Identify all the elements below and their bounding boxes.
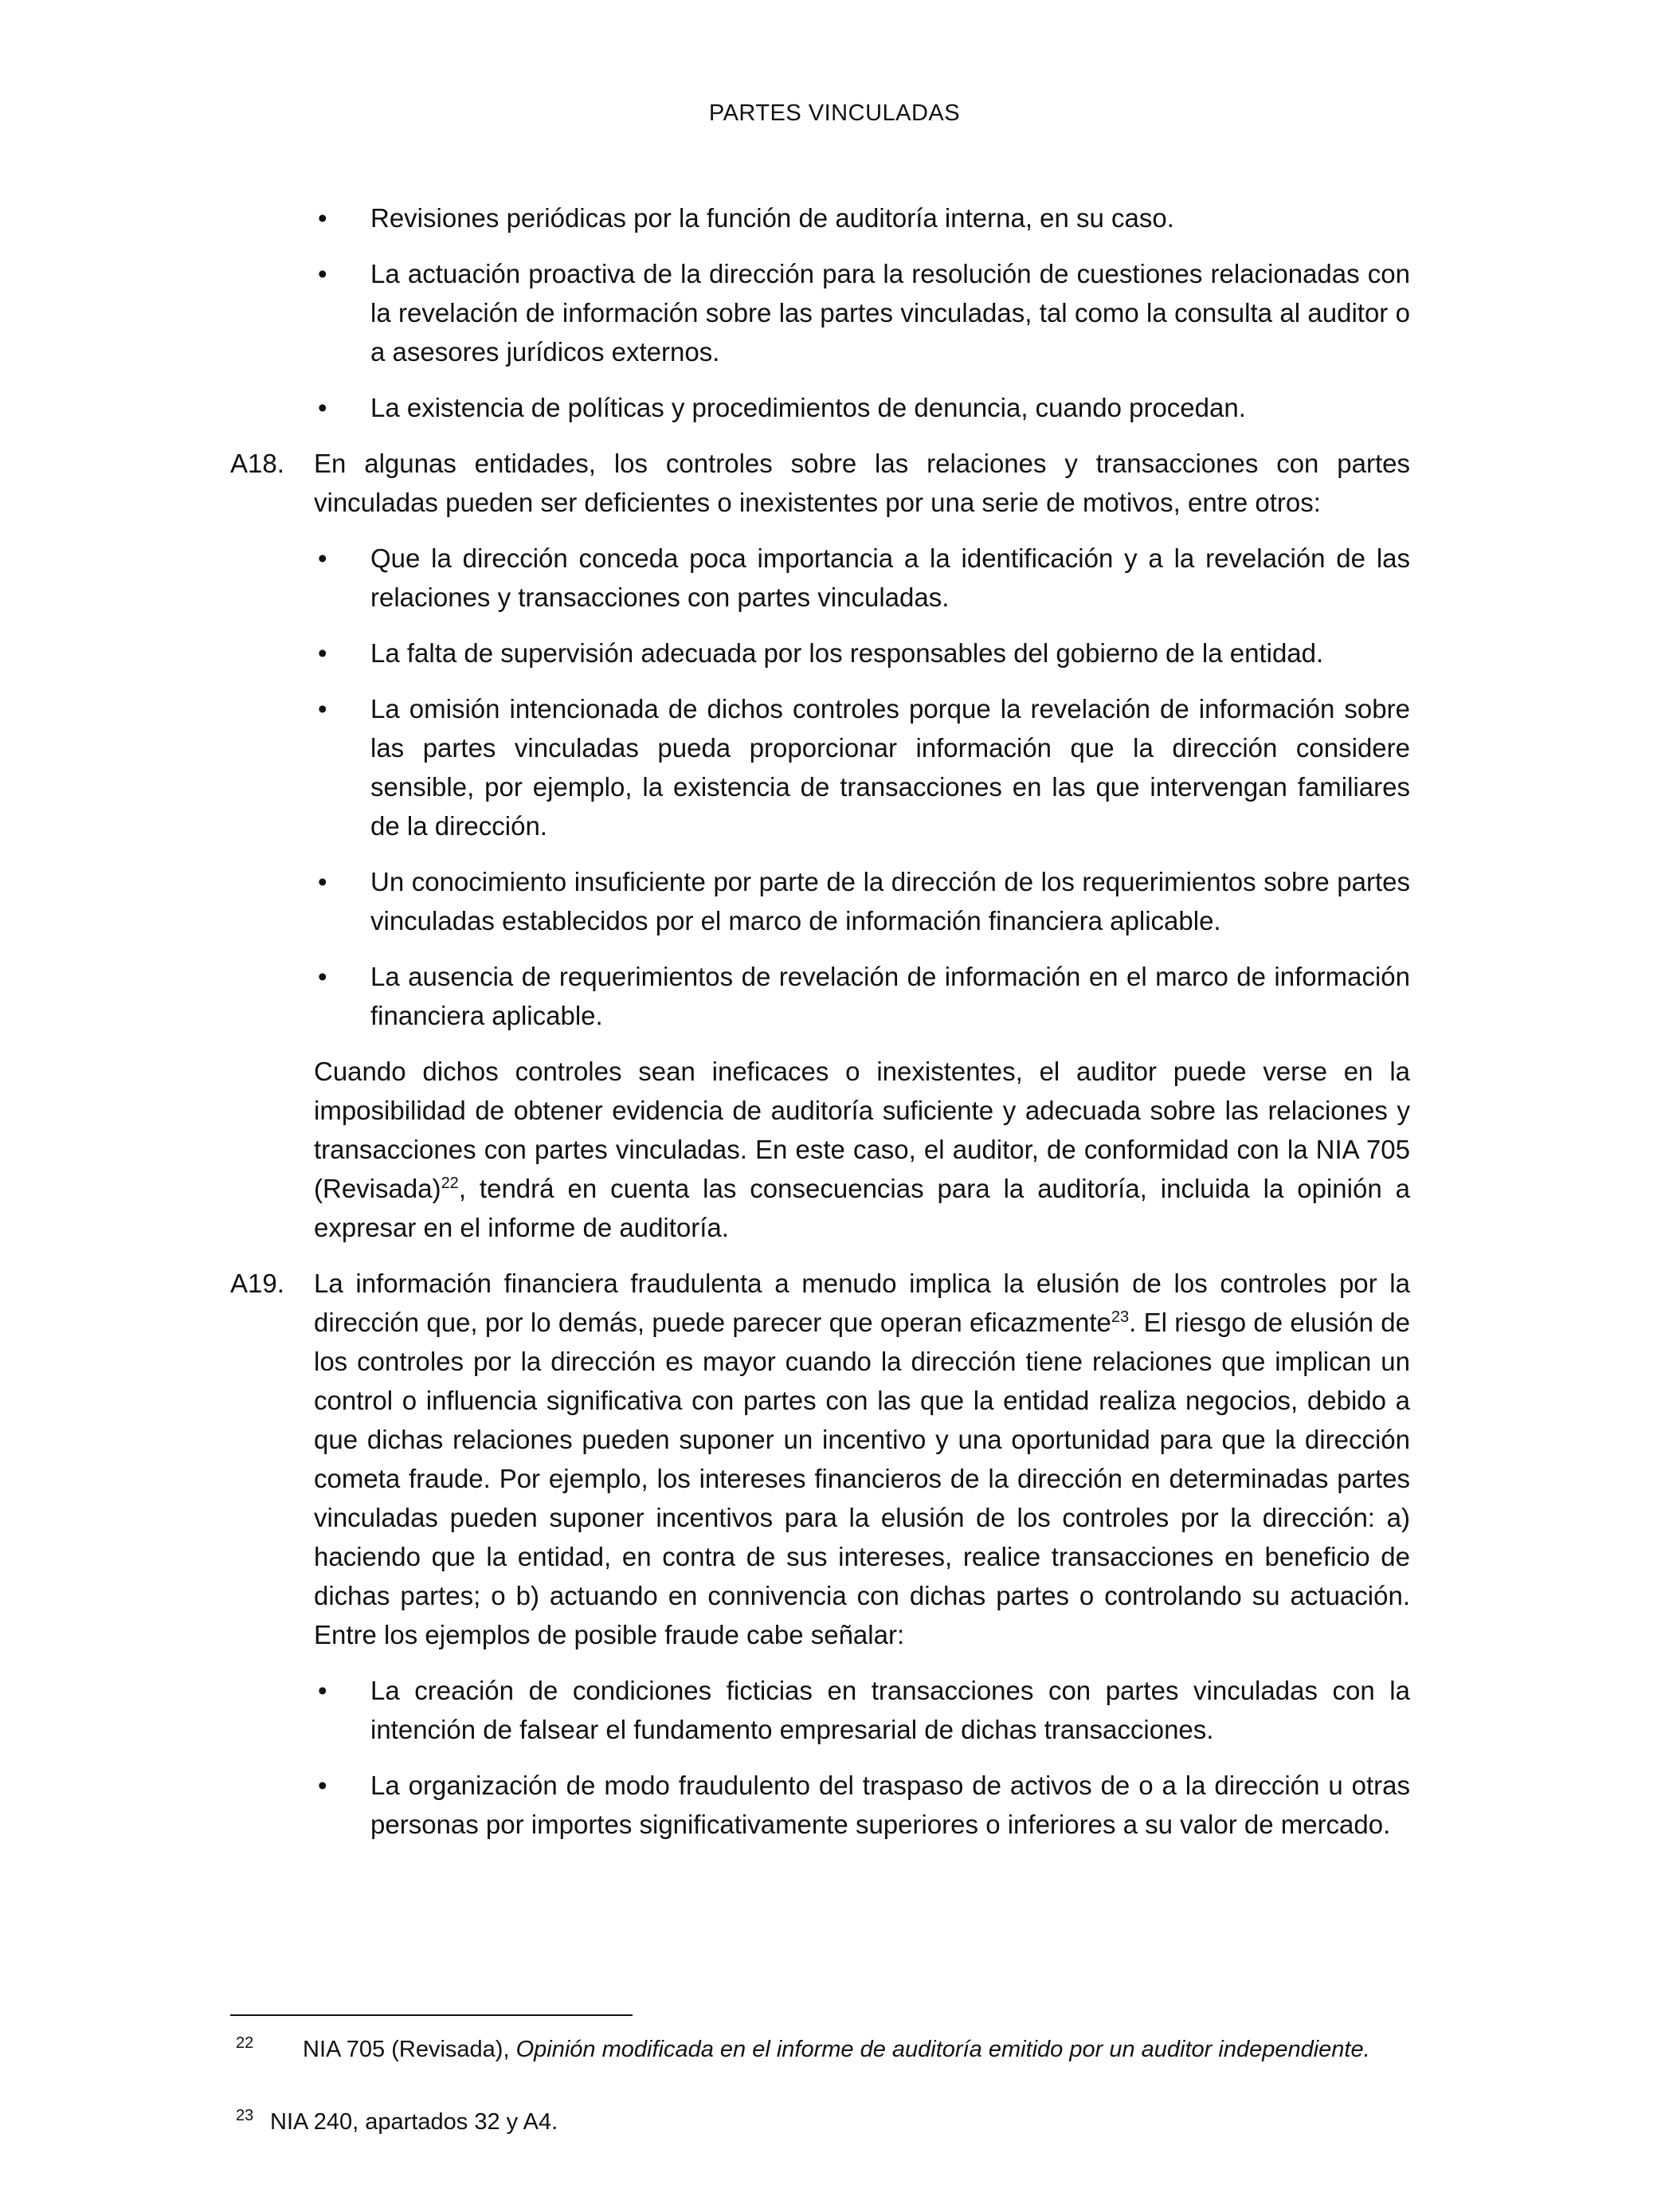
list-item-text: La ausencia de requerimientos de revelación de información en el marco de información financiera aplicable. xyxy=(370,962,1410,1030)
list-item-text: La organización de modo fraudulento del traspaso de activos de o a la dirección u otras personas por importes significativamente superiores o inferiores a su valor de mercado. xyxy=(370,1771,1410,1839)
paragraph-text: Cuando dichos controles sean ineficaces o inexistentes, el auditor puede verse en la imposibilidad de obtener evidencia de auditoría suficiente y adecuada sobre las relaciones y transacciones con partes vinculadas. En este caso, el auditor, de conformidad con la NIA 705 (Revisada) xyxy=(314,1057,1410,1203)
footnote-23 xyxy=(230,2105,1410,2139)
running-header: PARTES VINCULADAS xyxy=(708,100,961,126)
list-item xyxy=(230,633,1410,673)
paragraph-a19 xyxy=(230,1264,1410,1654)
footnote-number: 23 xyxy=(236,2107,254,2124)
paragraph-text: En algunas entidades, los controles sobre las relaciones y transacciones con partes vinculadas pueden ser deficientes o inexistentes por una serie de motivos, entre otros: xyxy=(314,449,1410,517)
list-item-text: Un conocimiento insuficiente por parte de la dirección de los requerimientos sobre partes vinculadas establecidos por el marco de información financiera aplicable. xyxy=(370,867,1410,935)
footnote-text: NIA 240, apartados 32 y A4. xyxy=(270,2109,558,2135)
footnote-number: 22 xyxy=(236,2034,254,2052)
bullet-icon: • xyxy=(318,393,327,422)
footnote-ref-22[interactable]: 22 xyxy=(441,1175,459,1192)
paragraph-text: , tendrá en cuenta las consecuencias para la auditoría, incluida la opinión a expresar en el informe de auditoría. xyxy=(314,1174,1410,1242)
footnote-22 xyxy=(230,2033,1410,2067)
list-item-text: La creación de condiciones ficticias en transacciones con partes vinculadas con la intención de falsear el fundamento empresarial de dichas transacciones. xyxy=(370,1676,1410,1744)
footnote-separator xyxy=(230,2014,633,2016)
list-item-text: La omisión intencionada de dichos controles porque la revelación de información sobre las partes vinculadas pueda proporcionar información que la dirección considere sensible, por ejemplo, la existencia de transacciones en las que intervengan familiares de la dirección. xyxy=(370,694,1410,841)
bullet-icon: • xyxy=(318,962,327,991)
bullet-icon: • xyxy=(318,259,327,288)
list-item xyxy=(230,1766,1410,1844)
paragraph-a18 xyxy=(230,444,1410,522)
bullet-icon: • xyxy=(318,638,327,668)
list-item xyxy=(230,254,1410,371)
footnote-ref-23[interactable]: 23 xyxy=(1111,1308,1130,1326)
list-item-text: Revisiones periódicas por la función de auditoría interna, en su caso. xyxy=(370,203,1174,233)
list-item xyxy=(230,862,1410,940)
bullet-icon: • xyxy=(318,867,327,896)
document-body xyxy=(230,198,1410,1861)
bullet-icon: • xyxy=(318,1771,327,1800)
list-item xyxy=(230,198,1410,237)
bullet-icon: • xyxy=(318,694,327,724)
paragraph-number: A19. xyxy=(230,1269,284,1298)
list-item xyxy=(230,1671,1410,1749)
list-item xyxy=(230,388,1410,427)
bullet-icon: • xyxy=(318,1676,327,1705)
list-item xyxy=(230,689,1410,845)
bullet-icon: • xyxy=(318,203,327,233)
footnote-plain-text: NIA 705 (Revisada), xyxy=(303,2037,516,2062)
bullet-icon: • xyxy=(318,543,327,573)
paragraph-text: La información financiera fraudulenta a menudo implica la elusión de los controles por la dirección que, por lo demás, puede parecer que operan eficazmente xyxy=(314,1269,1410,1337)
list-item-text: La existencia de políticas y procedimientos de denuncia, cuando procedan. xyxy=(370,393,1246,422)
list-item-text: La falta de supervisión adecuada por los responsables del gobierno de la entidad. xyxy=(370,638,1324,668)
list-item xyxy=(230,957,1410,1035)
paragraph-number: A18. xyxy=(230,449,284,478)
paragraph-text: . El riesgo de elusión de los controles por la dirección es mayor cuando la dirección tiene relaciones que implican un control o influencia significativa con partes con las que la entidad realiza negocios, debido a que dichas relaciones pueden suponer un incentivo y una oportunidad para que la dirección cometa fraude. Por ejemplo, los intereses financieros de la dirección en determinadas partes vinculadas pueden suponer incentivos para la elusión de los controles por la dirección: a) haciendo que la entidad, en contra de sus intereses, realice transacciones en beneficio de dichas partes; o b) actuando en connivencia con dichas partes o controlando su actuación. Entre los ejemplos de posible fraude cabe señalar: xyxy=(314,1308,1410,1649)
footnote-text xyxy=(230,2033,1410,2067)
list-item-text: La actuación proactiva de la dirección para la resolución de cuestiones relacionadas con la revelación de información sobre las partes vinculadas, tal como la consulta al auditor o a asesores jurídicos externos. xyxy=(370,259,1410,367)
paragraph-a18-closing xyxy=(230,1052,1410,1247)
footnote-italic-text: Opinión modificada en el informe de auditoría emitido por un auditor independiente. xyxy=(515,2037,1370,2062)
list-item xyxy=(230,539,1410,617)
list-item-text: Que la dirección conceda poca importancia a la identificación y a la revelación de las relaciones y transacciones con partes vinculadas. xyxy=(370,543,1410,612)
